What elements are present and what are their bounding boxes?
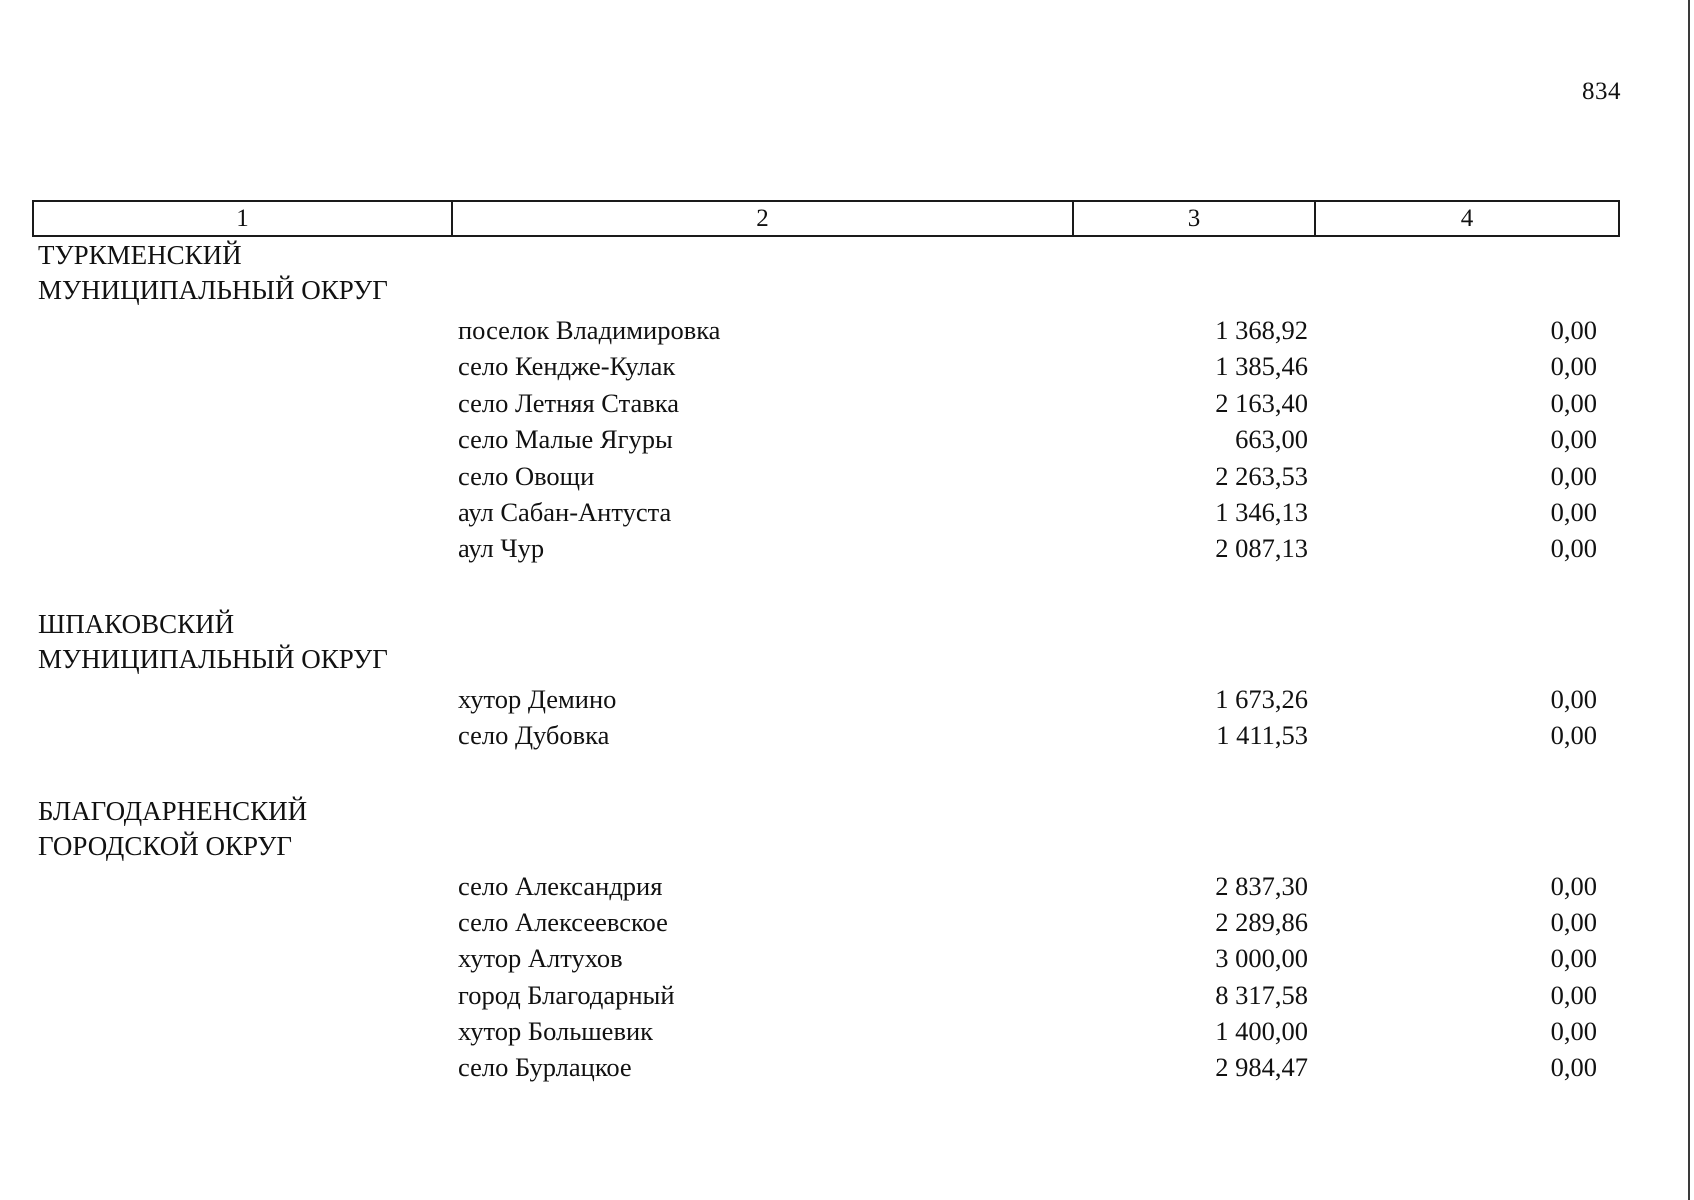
column-3-value: 1 368,92 bbox=[1215, 315, 1308, 345]
column-4-value: 0,00 bbox=[1550, 387, 1597, 418]
settlement-list bbox=[0, 681, 1694, 754]
district-name: ШПАКОВСКИЙ МУНИЦИПАЛЬНЫЙ ОКРУГ bbox=[38, 608, 388, 674]
column-3-value: 1 411,53 bbox=[1216, 720, 1308, 751]
settlement-name: аул Сабан-Антуста bbox=[458, 496, 672, 527]
page-number: 834 bbox=[1582, 78, 1621, 105]
column-3-value: 2 837,30 bbox=[1215, 870, 1308, 901]
settlement-name: город Благодарный bbox=[458, 979, 675, 1010]
column-4-value: 0,00 bbox=[1550, 720, 1597, 751]
column-4-value: 0,00 bbox=[1550, 943, 1597, 974]
header-cell-3: 3 bbox=[1074, 202, 1316, 235]
column-4-value: 0,00 bbox=[1550, 533, 1597, 564]
column-4-value: 0,00 bbox=[1550, 1052, 1597, 1083]
settlement-name: хутор Демино bbox=[458, 683, 617, 714]
table-row bbox=[0, 530, 1694, 566]
table-row bbox=[0, 940, 1694, 976]
column-3-value: 1 673,26 bbox=[1215, 683, 1308, 714]
table-row bbox=[0, 681, 1694, 717]
table-row bbox=[0, 1049, 1694, 1085]
table-row bbox=[0, 421, 1694, 457]
header-cell-4: 4 bbox=[1460, 204, 1474, 232]
settlement-name: село Овощи bbox=[458, 460, 595, 491]
settlement-name: село Малые Ягуры bbox=[458, 424, 673, 455]
table-row bbox=[0, 312, 1694, 348]
district-heading bbox=[0, 607, 1694, 677]
settlement-name: село Летняя Ставка bbox=[458, 387, 680, 418]
column-4-value: 0,00 bbox=[1550, 351, 1597, 382]
column-4-value: 0,00 bbox=[1550, 870, 1597, 901]
column-4-value: 0,00 bbox=[1550, 979, 1597, 1010]
group-spacer bbox=[0, 754, 1694, 794]
column-4-value: 0,00 bbox=[1550, 460, 1597, 491]
table-row bbox=[0, 717, 1694, 753]
district-name: БЛАГОДАРНЕНСКИЙ ГОРОДСКОЙ ОКРУГ bbox=[38, 795, 308, 861]
header-cell-1: 1 bbox=[34, 202, 453, 235]
column-3-value: 2 087,13 bbox=[1215, 533, 1308, 564]
column-3-value: 2 263,53 bbox=[1215, 460, 1308, 491]
table-row bbox=[0, 868, 1694, 904]
column-4-value: 0,00 bbox=[1550, 1016, 1597, 1047]
district-heading bbox=[0, 238, 1694, 308]
settlement-name: село Бурлацкое bbox=[458, 1052, 632, 1083]
table-row bbox=[0, 458, 1694, 494]
column-3-value: 3 000,00 bbox=[1215, 943, 1308, 974]
column-3-value: 1 400,00 bbox=[1215, 1016, 1308, 1047]
column-3-value: 8 317,58 bbox=[1215, 979, 1308, 1010]
table-row bbox=[0, 1013, 1694, 1049]
settlement-name: село Дубовка bbox=[458, 720, 610, 751]
column-4-value: 0,00 bbox=[1550, 424, 1597, 455]
district-heading bbox=[0, 794, 1694, 864]
column-4-value: 0,00 bbox=[1550, 683, 1597, 714]
column-3-value: 1 385,46 bbox=[1215, 351, 1308, 382]
column-3-value: 2 984,47 bbox=[1215, 1052, 1308, 1083]
settlement-name: поселок Владимировка bbox=[458, 315, 721, 345]
column-3-value: 2 289,86 bbox=[1215, 906, 1308, 937]
header-cell-2: 2 bbox=[453, 202, 1074, 235]
settlement-list bbox=[0, 312, 1694, 567]
table-body bbox=[0, 238, 1694, 1086]
settlement-name: аул Чур bbox=[458, 533, 545, 564]
column-4-value: 0,00 bbox=[1550, 496, 1597, 527]
table-row bbox=[0, 977, 1694, 1013]
column-4-value: 0,00 bbox=[1550, 315, 1597, 345]
district-name: ТУРКМЕНСКИЙ МУНИЦИПАЛЬНЫЙ ОКРУГ bbox=[38, 240, 388, 305]
column-3-value: 2 163,40 bbox=[1215, 387, 1308, 418]
settlement-name: село Алексеевское bbox=[458, 906, 668, 937]
table-header-row bbox=[32, 200, 1620, 237]
table-row bbox=[0, 385, 1694, 421]
settlement-name: село Кендже-Кулак bbox=[458, 351, 676, 382]
settlement-name: хутор Большевик bbox=[458, 1016, 654, 1047]
group-spacer bbox=[0, 567, 1694, 607]
column-3-value: 663,00 bbox=[1235, 424, 1308, 455]
settlement-list bbox=[0, 868, 1694, 1086]
table-row bbox=[0, 348, 1694, 384]
column-3-value: 1 346,13 bbox=[1215, 496, 1308, 527]
settlement-name: село Александрия bbox=[458, 870, 663, 901]
table-row bbox=[0, 904, 1694, 940]
settlement-name: хутор Алтухов bbox=[458, 943, 623, 974]
column-4-value: 0,00 bbox=[1550, 906, 1597, 937]
table-row bbox=[0, 494, 1694, 530]
